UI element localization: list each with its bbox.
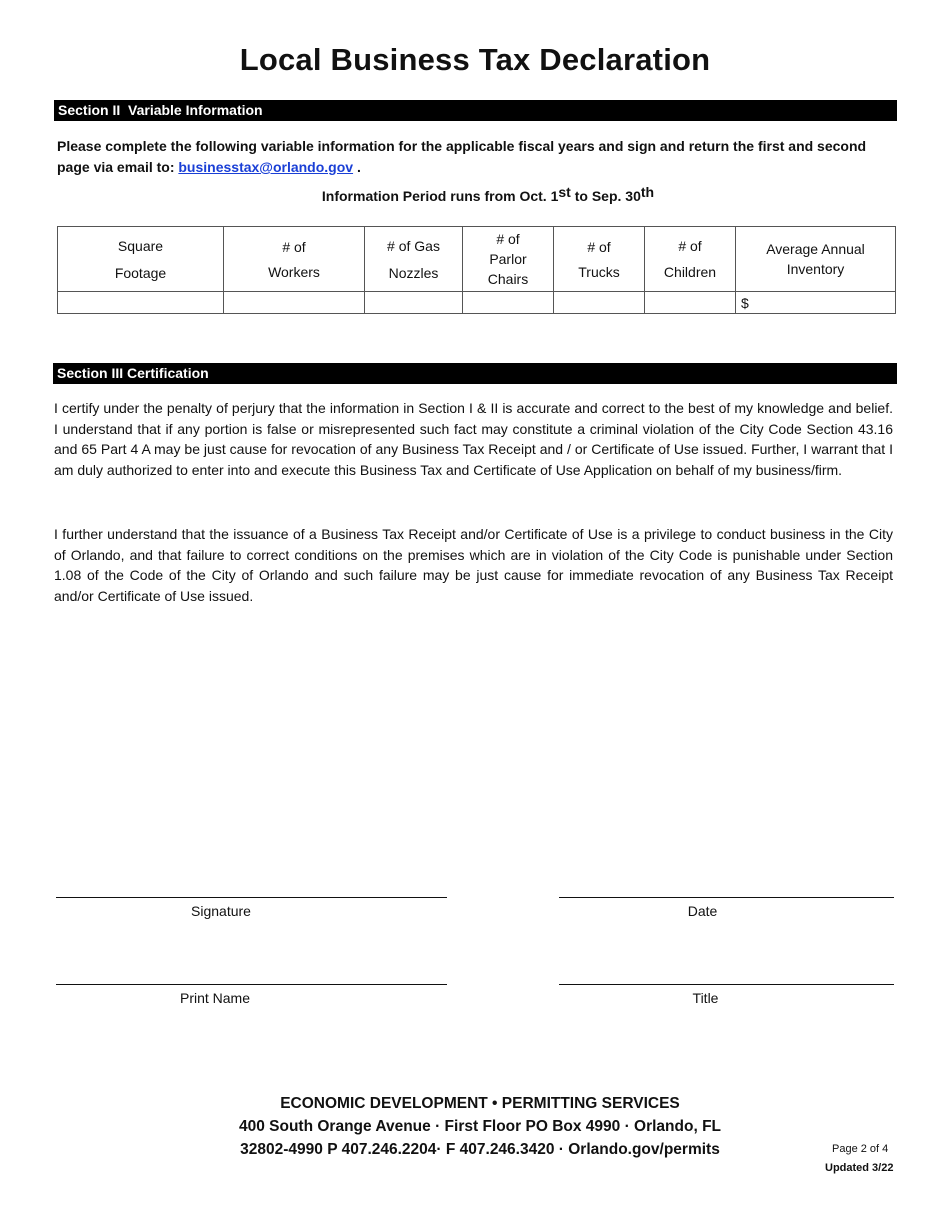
col-square-footage: Square Footage bbox=[58, 227, 224, 292]
title-label: Title bbox=[692, 990, 719, 1006]
document-title: Local Business Tax Declaration bbox=[239, 42, 711, 77]
square-footage-input[interactable] bbox=[58, 292, 224, 314]
period-prefix: Information Period runs from Oct. 1 bbox=[321, 188, 559, 204]
trucks-input[interactable] bbox=[554, 292, 645, 314]
period-sup-st: st bbox=[558, 184, 571, 200]
footer-address bbox=[140, 1092, 820, 1161]
section-iii-header: Section III Certification bbox=[53, 363, 897, 384]
certification-paragraph-1: I certify under the penalty of perjury that the information in Section I & II is accurate and correct to the best of my knowledge and belief. I understand that if any portion is false or misrepresented such fact may constitute a criminal violation of the City Code Section 43.16 and 65 Part 4 A may be just cause for revocation of any Business Tax Receipt and / or Certificate of Use issued. Further, I warrant that I am duly authorized to enter into and execute this Business Tax and Certificate of Use Application on behalf of my business/firm. bbox=[54, 400, 893, 478]
footer-line-3: 32802-4990 P 407.246.2204· F 407.246.3420 · Orlando.gov/permits bbox=[240, 1141, 720, 1158]
date-label: Date bbox=[687, 903, 718, 919]
period-sup-th: th bbox=[640, 184, 655, 200]
col-gas-nozzles: # of Gas Nozzles bbox=[365, 227, 463, 292]
gas-nozzles-input[interactable] bbox=[365, 292, 463, 314]
title-line[interactable] bbox=[559, 984, 894, 985]
col-children: # of Children bbox=[645, 227, 736, 292]
footer-line-1: ECONOMIC DEVELOPMENT • PERMITTING SERVICES bbox=[280, 1095, 680, 1112]
col-parlor-chairs: # of Parlor Chairs bbox=[463, 227, 554, 292]
inventory-input[interactable]: $ bbox=[736, 292, 896, 314]
instructions-text bbox=[57, 136, 887, 178]
parlor-chairs-input[interactable] bbox=[463, 292, 554, 314]
instructions-end: . bbox=[353, 159, 361, 175]
updated-date: Updated 3/22 bbox=[825, 1162, 894, 1174]
col-trucks: # of Trucks bbox=[554, 227, 645, 292]
col-average-annual-inventory: Average Annual Inventory bbox=[736, 227, 896, 292]
workers-input[interactable] bbox=[224, 292, 365, 314]
col-workers: # of Workers bbox=[224, 227, 365, 292]
variable-information-table bbox=[57, 226, 896, 314]
print-name-line[interactable] bbox=[56, 984, 447, 985]
certification-paragraph-2: I further understand that the issuance of a Business Tax Receipt and/or Certificate of Use is a privilege to conduct business in the City of Orlando, and that failure to correct conditions on the premises which are in violation of the City Code is punishable under Section 1.08 of the Code of the City of Orlando and such failure may be just cause for immediate revocation of any Business Tax Receipt and/or Certificate of Use issued. bbox=[54, 526, 893, 604]
table-input-row bbox=[58, 292, 896, 314]
table-header-row bbox=[58, 227, 896, 292]
page-number: Page 2 of 4 bbox=[832, 1143, 889, 1155]
instructions-body: Please complete the following variable information for the applicable fiscal years and sign and return the first and second page via email to: bbox=[57, 138, 867, 175]
footer-line-2: 400 South Orange Avenue · First Floor PO Box 4990 · Orlando, FL bbox=[238, 1118, 722, 1135]
section-ii-header: Section II Variable Information bbox=[54, 100, 897, 121]
date-line[interactable] bbox=[559, 897, 894, 898]
email-link[interactable]: businesstax@orlando.gov bbox=[178, 159, 354, 175]
signature-line[interactable] bbox=[56, 897, 447, 898]
print-name-label: Print Name bbox=[179, 990, 251, 1006]
children-input[interactable] bbox=[645, 292, 736, 314]
signature-label: Signature bbox=[191, 903, 251, 919]
period-middle: to Sep. 30 bbox=[570, 188, 641, 204]
information-period bbox=[0, 184, 950, 204]
